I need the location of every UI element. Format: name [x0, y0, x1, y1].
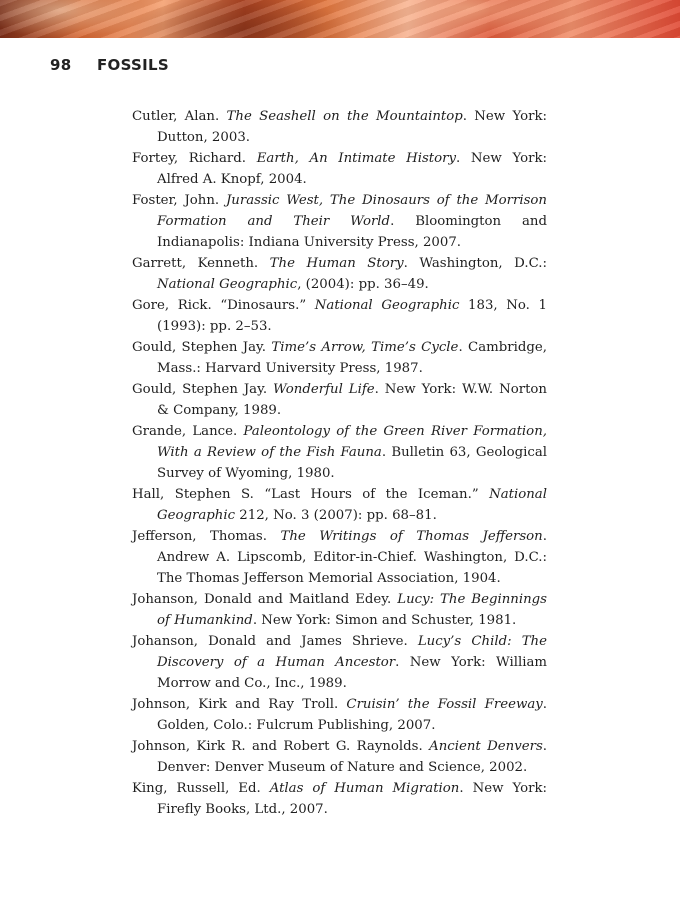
entry-title: The Writings of Thomas Jefferson — [280, 529, 543, 544]
entry-text: 183, No. 1 (1993): pp. 2–53. — [157, 298, 547, 334]
bibliography-entry — [132, 295, 547, 337]
entry-text: Fortey, Richard. — [132, 151, 257, 166]
entry-text: . New York: William Morrow and Co., Inc., 1989. — [157, 655, 547, 691]
entry-text: . New York: Dutton, 2003. — [157, 109, 547, 145]
bibliography-entry — [132, 379, 547, 421]
entry-text: . New York: Firefly Books, Ltd., 2007. — [157, 781, 547, 817]
entry-text: . Andrew A. Lipscomb, Editor-in-Chief. Washington, D.C.: The Thomas Jefferson Memorial Association, 1904. — [157, 529, 547, 586]
entry-text: Gould, Stephen Jay. — [132, 382, 274, 397]
bibliography-entry — [132, 253, 547, 295]
entry-title: National Geographic — [157, 487, 547, 523]
bibliography-list — [132, 106, 547, 820]
entry-title: Atlas of Human Migration — [269, 781, 460, 796]
running-head — [50, 56, 169, 74]
entry-text: Grande, Lance. — [132, 424, 244, 439]
bibliography-entry — [132, 190, 547, 253]
entry-text: . Bloomington and Indianapolis: Indiana University Press, 2007. — [157, 214, 547, 250]
entry-text: . Denver: Denver Museum of Nature and Science, 2002. — [157, 739, 548, 775]
banner-texture — [0, 0, 680, 38]
bibliography-entry — [132, 421, 547, 484]
entry-title: The Human Story — [269, 256, 404, 271]
entry-text: . Washington, D.C.: — [403, 256, 547, 271]
entry-title: The Seashell on the Mountaintop — [226, 109, 463, 124]
bibliography-entry — [132, 106, 547, 148]
entry-text: . New York: Alfred A. Knopf, 2004. — [157, 151, 547, 187]
entry-text: Garrett, Kenneth. — [132, 256, 270, 271]
entry-text: Johnson, Kirk and Ray Troll. — [132, 697, 347, 712]
entry-title: Time’s Arrow, Time’s Cycle — [271, 340, 459, 355]
entry-title: Ancient Denvers — [429, 739, 543, 754]
entry-text: Jefferson, Thomas. — [132, 529, 281, 544]
entry-text: Cutler, Alan. — [132, 109, 227, 124]
header-banner-image — [0, 0, 680, 38]
entry-title: Lucy: The Beginnings of Humankind — [157, 592, 547, 628]
entry-text: Johnson, Kirk R. and Robert G. Raynolds. — [132, 739, 430, 754]
bibliography-entry — [132, 694, 547, 736]
entry-title: Lucy’s Child: The Discovery of a Human Ancestor — [157, 634, 547, 670]
bibliography-entry — [132, 526, 547, 589]
entry-title: National Geographic — [157, 277, 298, 292]
entry-title: Cruisin’ the Fossil Freeway — [346, 697, 543, 712]
entry-text: Hall, Stephen S. “Last Hours of the Iceman.” — [132, 487, 490, 502]
page-number: 98 — [50, 56, 72, 74]
entry-text: . New York: Simon and Schuster, 1981. — [252, 613, 517, 628]
entry-title: National Geographic — [314, 298, 460, 313]
bibliography-entry — [132, 631, 547, 694]
entry-text: King, Russell, Ed. — [132, 781, 270, 796]
bibliography-entry — [132, 484, 547, 526]
entry-text: , (2004): pp. 36–49. — [297, 277, 429, 292]
entry-text: . Golden, Colo.: Fulcrum Publishing, 2007. — [157, 697, 547, 733]
entry-title: Wonderful Life — [273, 382, 375, 397]
bibliography-entry — [132, 589, 547, 631]
section-title: FOSSILS — [97, 56, 169, 74]
entry-text: . New York: W.W. Norton & Company, 1989. — [157, 382, 547, 418]
entry-text: Gould, Stephen Jay. — [132, 340, 272, 355]
entry-title: Paleontology of the Green River Formation, With a Review of the Fish Fauna — [157, 424, 547, 460]
entry-title: Earth, An Intimate History — [256, 151, 457, 166]
entry-text: . Cambridge, Mass.: Harvard University Press, 1987. — [157, 340, 547, 376]
entry-text: Gore, Rick. “Dinosaurs.” — [132, 298, 315, 313]
entry-text: Johanson, Donald and Maitland Edey. — [132, 592, 398, 607]
entry-text: 212, No. 3 (2007): pp. 68–81. — [235, 508, 437, 523]
entry-title: Jurassic West, The Dinosaurs of the Morrison Formation and Their World — [157, 193, 547, 229]
entry-text: . Bulletin 63, Geological Survey of Wyoming, 1980. — [157, 445, 548, 481]
bibliography-entry — [132, 337, 547, 379]
bibliography-entry — [132, 778, 547, 820]
entry-text: Johanson, Donald and James Shrieve. — [132, 634, 418, 649]
bibliography-entry — [132, 736, 547, 778]
bibliography-entry — [132, 148, 547, 190]
entry-text: Foster, John. — [132, 193, 226, 208]
